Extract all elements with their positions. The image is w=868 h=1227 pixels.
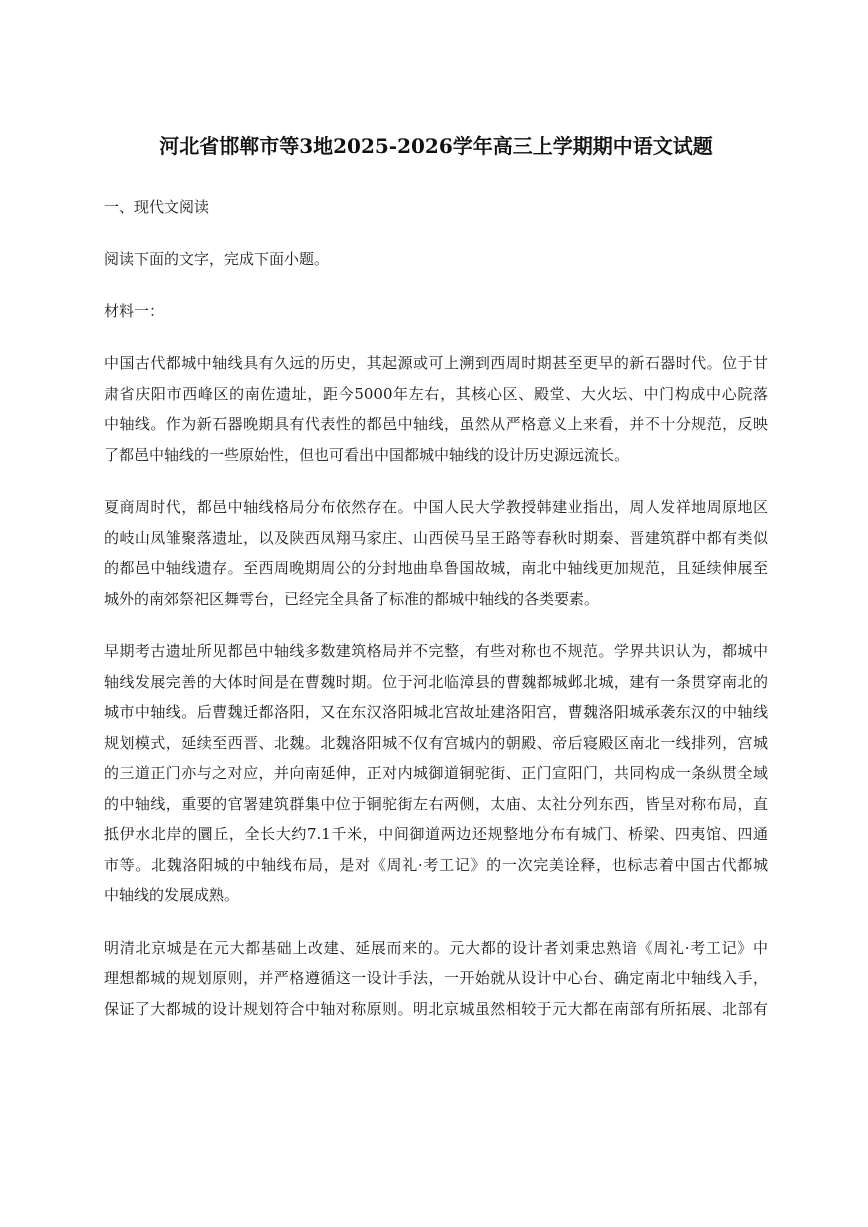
paragraph-line: 肃省庆阳市西峰区的南佐遗址，距今5000年左右，其核心区、殿堂、大火坛、中门构成中心院落 — [104, 384, 768, 403]
paragraph-line: 明清北京城是在元大都基础上改建、延展而来的。元大都的设计者刘秉忠熟谙《周礼·考工记》中 — [104, 938, 768, 957]
paragraph-line: 的岐山凤雏聚落遗址，以及陕西凤翔马家庄、山西侯马呈王路等春秋时期秦、晋建筑群中都有类似 — [104, 528, 768, 547]
passage-paragraph — [104, 348, 768, 470]
paragraph-line: 的都邑中轴线遗存。至西周晚期周公的分封地曲阜鲁国故城，南北中轴线更加规范，且延续伸展至 — [104, 559, 768, 577]
paragraph-line: 的三道正门亦与之对应，并向南延伸，正对内城御道铜驼街、正门宣阳门，共同构成一条纵贯全域 — [104, 764, 768, 782]
paragraph-line: 城外的南郊祭祀区舞雩台，已经完全具备了标准的都城中轴线的各类要素。 — [104, 589, 600, 608]
paragraph-line: 早期考古遗址所见都邑中轴线多数建筑格局并不完整，有些对称也不规范。学界共识认为，都城中 — [104, 642, 768, 660]
paragraph-line: 中轴线。作为新石器晚期具有代表性的都邑中轴线，虽然从严格意义上来看，并不十分规范，反映 — [104, 415, 768, 433]
reading-instruction: 阅读下面的文字，完成下面小题。 — [104, 250, 330, 268]
paragraph-line: 抵伊水北岸的圜丘，全长大约7.1千米，中间御道两边还规整地分布有城门、桥梁、四夷馆、四通 — [104, 825, 768, 843]
passage-paragraph — [104, 492, 768, 614]
paragraph-line: 规划模式，延续至西晋、北魏。北魏洛阳城不仅有宫城内的朝殿、帝后寝殿区南北一线排列，宫城 — [104, 733, 768, 752]
paragraph-line: 中国古代都城中轴线具有久远的历史，其起源或可上溯到西周时期甚至更早的新石器时代。位于甘 — [104, 354, 768, 372]
passage-body — [104, 348, 768, 1024]
paragraph-line: 轴线发展完善的大体时间是在曹魏时期。位于河北临漳县的曹魏都城邺北城，建有一条贯穿南北的 — [104, 672, 768, 691]
paragraph-line: 的中轴线，重要的官署建筑群集中位于铜驼街左右两侧，太庙、太社分列东西，皆呈对称布局，直 — [104, 794, 768, 813]
material-label: 材料一： — [104, 302, 165, 320]
passage-paragraph — [104, 636, 768, 911]
document-title: 河北省邯郸市等3地2025-2026学年高三上学期期中语文试题 — [159, 134, 713, 158]
paragraph-line: 保证了大都城的设计规划符合中轴对称原则。明北京城虽然相较于元大都在南部有所拓展、北部有 — [104, 999, 768, 1018]
paragraph-line: 城市中轴线。后曹魏迁都洛阳，又在东汉洛阳城北宫故址建洛阳宫，曹魏洛阳城承袭东汉的中轴线 — [104, 703, 768, 721]
passage-paragraph — [104, 933, 768, 1025]
paragraph-line: 市等。北魏洛阳城的中轴线布局，是对《周礼·考工记》的一次完美诠释，也标志着中国古代都城 — [104, 855, 768, 874]
paragraph-line: 了都邑中轴线的一些原始性，但也可看出中国都城中轴线的设计历史源远流长。 — [104, 445, 630, 464]
paragraph-line: 理想都城的规划原则，并严格遵循这一设计手法，一开始就从设计中心台、确定南北中轴线入手， — [104, 969, 768, 987]
section-heading: 一、现代文阅读 — [104, 198, 210, 216]
paragraph-line: 中轴线的发展成熟。 — [104, 886, 240, 904]
paragraph-line: 夏商周时代，都邑中轴线格局分布依然存在。中国人民大学教授韩建业指出，周人发祥地周原地区 — [104, 498, 768, 516]
